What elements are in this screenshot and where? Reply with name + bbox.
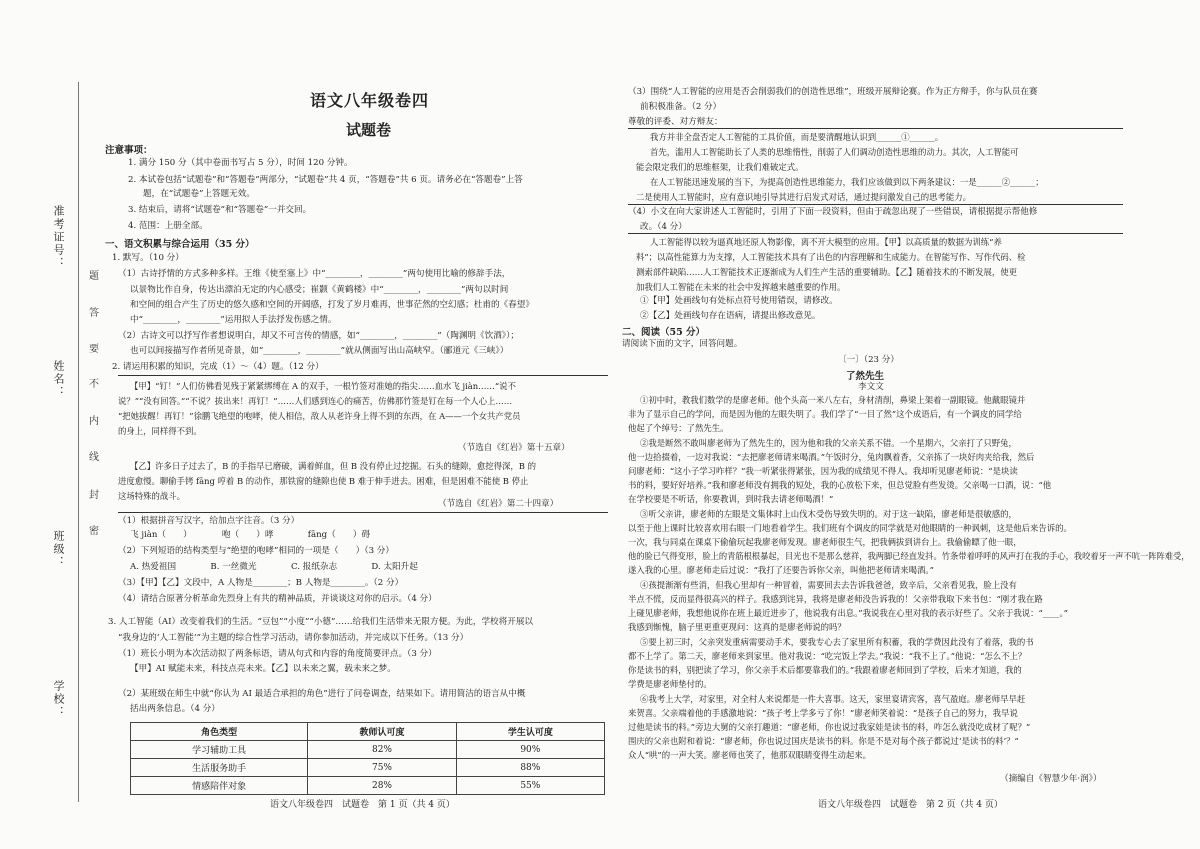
reading-number: 〔一〕（23 分） — [838, 355, 899, 365]
table-header: 学生认可度 — [456, 723, 604, 741]
section-heading: 一、语文积累与综合运用（35 分） — [105, 239, 255, 250]
reading-line: ⑥我考上大学，对家里，对全村人来说都是一件大喜事。这天，家里宴请宾客，喜气盈庭。廖老师早早赶 — [640, 694, 1026, 704]
reading-line: 在学校要是不听话，你要教训，到时我去请老师喝酒！” — [628, 494, 834, 504]
exam-id-label: 准考证号： — [52, 205, 65, 270]
reading-line: ③听父亲讲，廖老师的左眼是文集体时上山伐木受伤导致失明的。对于这一缺陷，廖老师是很敏感的， — [640, 509, 1017, 519]
table-row — [131, 759, 605, 777]
passage-line: 说？”“没有回答。”“不说？拔出来！再钉！”……人们感到连心的痛苦，仿佛那竹签是钉在每一个人心上…… — [118, 396, 513, 406]
table-cell: 学习辅助工具 — [131, 741, 308, 759]
reading-line: 他起了个绰号：了然先生。 — [628, 423, 729, 433]
note-line: 3. 结束后，请将“试题卷”和“答题卷”一并交回。 — [128, 205, 312, 215]
passage-line: 进度愈慢。聊偷手铐 fāng 哼着 B 的动作，那铁窗的缝隙也使 B 难于伸手进去。困难，但是困难不能使 B 停止 — [118, 476, 529, 486]
question-line: 括出两条信息。（4 分） — [130, 704, 220, 714]
reading-line: 遂入我的心里。廖老师走后过说：“我打了还要告诉你父亲，叫他把老师请来喝酒。” — [628, 565, 934, 575]
question-line: A. 热爱祖国 B. 一丝微光 C. 报纸杂志 D. 太阳升起 — [130, 562, 418, 572]
table-cell: 75% — [308, 759, 456, 777]
question-line: 飞 jiàn（ ） 咆（ ）哮 fāng（ ）碍 — [130, 530, 371, 540]
question-line: （2）古诗文可以抒写作者想说明白，却又不可言传的情感，如“________，________”（陶渊明《饮酒》）； — [118, 331, 519, 341]
reading-line: ②我是断然不敢叫廖老师为了然先生的，因为他和我的父亲关系不错。一个星期六，父亲打了只野兔， — [640, 438, 1017, 448]
reading-line: 书的料，要好好培养。”我和廖老师没有拥我的短处，我的心放松下来，但总觉脸有些发烫。父亲喝一口酒，说：“他 — [628, 480, 1052, 490]
fold-char: 题 — [89, 271, 99, 282]
question-line: 和空间的组合产生了历史的悠久感和空间的开阔感，打发了岁月难再，世事茫然的空幻感；杜甫的《春望》 — [130, 300, 534, 310]
question-line: 也可以间接描写作者所见奇景，如“________，________”就从侧面写出山高峡窄。（郦道元《三峡》） — [130, 346, 509, 356]
question-line: ②【乙】处画线句存在语病，请提出修改意见。 — [640, 311, 821, 321]
notes-heading: 注意事项： — [105, 145, 153, 156]
reading-line: 上碰见廖老师，我想他说你在班上最近进步了，他说我有出息。”我说我在心里对我的表示好些了。父亲于我说：“____。” — [628, 608, 1068, 618]
table-cell: 90% — [456, 741, 604, 759]
passage-source: （节选自《红岩》第十五章） — [458, 443, 570, 453]
material-line: 加我们人工智能在未来的社会中发挥越来越重要的作用。 — [636, 282, 846, 292]
reading-line: 你是读书的料，别把读了学习，你父亲手术后都要靠我们的。”我跟着廖老师回到了学校，后来才知道，我的 — [628, 665, 1022, 675]
passage-line: “把她拔醒！再钉！”徐鹏飞绝望的咆哮，使人相信，敌人从老许身上得不到的东西，在 A——一个女共产党员 — [118, 411, 521, 421]
debate-line: 二是使用人工智能时，应有意识地引导其进行启发式对话，通过提问激发自己的思考能力。 — [636, 192, 971, 202]
reading-line: 他的脸已气得变形，脸上的青筋根根暴起，目光也不是那么慈祥，我两脚已经直发抖。竹条带着呼呼的风声打在我的手心，我咬着牙一声不吭一阵阵难受， — [628, 551, 1190, 561]
debate-rule — [628, 128, 1123, 129]
question-line: （1）班长小明为本次活动拟了两条标语，请从句式和内容的角度简要评点。（3 分） — [118, 649, 437, 659]
survey-table — [130, 722, 605, 795]
fold-char: 线 — [89, 452, 99, 463]
reading-line: 他一边拾掇着，一边对我说：“去把廖老师请来喝酒。”午饭时分，兔肉飘着香，父亲拣了一块好肉夹给我，然后 — [628, 452, 1035, 462]
question-line: （3）围绕“人工智能的应用是否会削弱我们的创造性思维”，班级开展辩论赛。作为正方辩手，你与队员在赛 — [628, 87, 1038, 97]
fold-char: 不 — [89, 379, 99, 390]
question-line: （1）根据拼音写汉字，给加点字注音。（3 分） — [118, 516, 300, 526]
table-cell: 情感陪伴对象 — [131, 777, 308, 795]
fold-char: 内 — [89, 416, 99, 427]
reading-line: 学费是廖老师垫付的。 — [628, 679, 712, 689]
binding-fold-line — [78, 82, 79, 802]
passage-line: 【甲】“钉！”人们仿佛看见残于紧紧绑缚在 A 的双手，一根竹签对准她的指尖……血水飞 jiàn……“说不 — [130, 381, 516, 391]
note-line: 题，在“试题卷”上答题无效。 — [143, 189, 255, 199]
reading-line: 一次，我与同桌在课桌下偷偷玩起我廖老师发现。廖老师很生气，把我俩拔到讲台上。我偷偷瞟了他一眼， — [628, 537, 1022, 547]
fold-char: 答 — [89, 308, 99, 319]
question-line: ①【甲】处画线句有处标点符号使用错误，请修改。 — [640, 296, 838, 306]
table-header-row — [131, 723, 605, 741]
question-line: （1）古诗抒情的方式多种多样。王维《使至塞上》中“________，________”两句使用比喻的修辞手法， — [118, 269, 511, 279]
table-cell: 88% — [456, 759, 604, 777]
class-label: 班级： — [52, 530, 65, 569]
section-heading: 二、阅读（55 分） — [622, 327, 706, 338]
question-line: （2）某班级在师生中就“你认为 AI 最适合承担的角色”进行了问卷调查，结果如下。请用简洁的语言从中概 — [118, 689, 526, 699]
reading-line: 来贺喜。父亲端着他的手感激地说：“孩子考上学多亏了你！”廖老师笑着说：“是孩子自己的努力，我早说 — [628, 708, 1018, 718]
passage-line: 的身上，同样得不到。 — [118, 426, 202, 436]
question-line: 【甲】AI 赋能未来，科技点亮未来。【乙】以未来之翼，载未来之梦。 — [130, 664, 396, 674]
exam-subtitle: 试题卷 — [346, 121, 392, 139]
material-rule — [628, 233, 1123, 234]
material-line: 料”；以高性能算力为支撑，人工智能技术具有了出色的内容理解和生成能力。在智能写作、写作代码、检 — [636, 252, 1026, 262]
reading-line: ①初中时，教我们数学的是廖老师。他个头高一米八左右，身材清削，鼻梁上架着一副眼镜。他戴眼镜并 — [640, 395, 1026, 405]
material-line: 测索部件缺陷……人工智能技术正逐渐成为人们生产生活的重要辅助。【乙】随着技术的不断发展，使更 — [636, 267, 1018, 277]
passage-line: 这场特殊的战斗。 — [118, 491, 185, 501]
question-line: 以景物比作自身，传达出漂泊无定的内心感受；崔颢《黄鹤楼》中“________，________”两句以时间 — [130, 285, 509, 295]
passage-rule — [118, 375, 608, 376]
question-line: （3）【甲】【乙】文段中，A 人物是________；B 人物是________。（2 分） — [118, 578, 404, 588]
reading-line: 众人“哄”的一声大笑。廖老师也笑了，他那双眼睛变得生动起来。 — [628, 750, 872, 760]
table-cell: 55% — [456, 777, 604, 795]
reading-line: 半点不慌，反而显得很高兴的样子。我感到诧异，我将是廖老师没告诉我的！父亲带我取下来书包：“刚才我在路 — [628, 594, 1043, 604]
reading-line: 问廖老师：“这小子学习咋样？”我一听紧张得紧张，因为我的成绩见不得人。我却听见廖老师说：“是块读 — [628, 466, 1018, 476]
question-line: 尊敬的评委、对方辩友： — [628, 117, 723, 127]
debate-line: 在人工智能迅速发展的当下，为提高创造性思维能力，我们应该做到以下两条建议：一是______②______； — [650, 177, 1044, 187]
reading-line: 以至于他上课时比较喜欢用右眼一门地看着学生。我们班有个调皮的同学就是对他眼睛的一种讽刺，这是他后来告诉的。 — [628, 523, 1072, 533]
reading-instruction: 请阅读下面的文字，回答问题。 — [622, 339, 743, 349]
name-label: 姓名： — [52, 360, 65, 399]
table-cell: 生活服务助手 — [131, 759, 308, 777]
table-cell: 82% — [308, 741, 456, 759]
note-line: 4. 范围：上册全部。 — [128, 221, 208, 231]
reading-source: （摘编自《智慧少年·润》） — [1000, 774, 1102, 784]
question-line: （2）下列短语的结构类型与“绝望的咆哮”相同的一项是（ ）（3 分） — [118, 546, 394, 556]
question-line: 中“________，________”运用拟人手法抒发伤感之情。 — [130, 315, 337, 325]
fold-char: 密 — [89, 526, 99, 537]
question-line: 前积极准备。（2 分） — [640, 102, 722, 112]
school-label: 学校： — [52, 680, 65, 719]
table-row — [131, 741, 605, 759]
table-header: 教师认可度 — [308, 723, 456, 741]
debate-line: 首先，滥用人工智能助长了人类的思维惰性，削弱了人们调动创造性思维的动力。其次，人工智能可 — [650, 147, 1019, 157]
reading-line: 围庆的父亲也附和着说：“廖老师，你也说过国庆是读书的料。你是不是对每个孩子都说过‘是读书的料’？” — [628, 736, 1019, 746]
table-row — [131, 777, 605, 795]
reading-title: 了然先生 — [846, 371, 885, 382]
fold-char: 封 — [89, 490, 99, 501]
question-line: （4）小文在向大家讲述人工智能时，引用了下面一段资料，但由于疏忽出现了一些错误，请根据提示帮他修 — [628, 207, 1038, 217]
question-line: 改。（4 分） — [640, 222, 687, 232]
reading-line: ⑤要上初三时，父亲突发重病需要动手术，要我专心去了家里所有积蓄，我的学费因此没有了着落，我的书 — [640, 637, 1034, 647]
reading-author: 李文文 — [858, 382, 884, 392]
question-heading: 1. 默写。（10 分） — [112, 253, 184, 263]
reading-line: ④孩提渐渐有些消，但我心里却有一种冒着，需要回去去告诉我爸爸，致辛后，父亲看见我，脸上没有 — [640, 580, 1017, 590]
question-heading: 2. 请运用积累的知识，完成（1）～（4）题。（12 分） — [112, 362, 324, 372]
reading-line: 我感到惭愧，脑子里更重更现问：这真的是廖老师说的吗？ — [628, 622, 846, 632]
passage-source: （节选自《红岩》第二十四章） — [438, 499, 559, 509]
question-heading: 3. 人工智能（AI）改变着我们的生活。“豆包”“小度”“小德”……给我们生活带来无限方便。为此，学校将开展以 — [108, 617, 534, 627]
reading-line: 过他是读书的料。”旁边大舅的父亲打趣道：“廖老师，你也说过我家娃是读书的料，咋怎么就没吃成材了呢？” — [628, 722, 1031, 732]
table-cell: 28% — [308, 777, 456, 795]
debate-line: 能会限定我们的思维框架，让我们难破定式。 — [636, 162, 804, 172]
passage-line: 【乙】许多日子过去了，B 的手指早已磨破，满着鲜血，但 B 没有停止过挖掘。石头的缝隙，愈挖得深，B 的 — [130, 461, 536, 471]
question-line: （4）请结合原著分析革命先烈身上有共的精神品质，并谈谈这对你的启示。（4 分） — [118, 594, 437, 604]
passage-rule — [118, 512, 608, 513]
exam-title: 语文八年级卷四 — [310, 91, 430, 110]
debate-line: 我方并非全盘否定人工智能的工具价值，而是要清醒地认识到______①______。 — [650, 132, 944, 142]
fold-char: 要 — [89, 344, 99, 355]
reading-line: 非为了显示自己的学问，而是因为他的左眼失明了。我们学了“一目了然”这个成语后，有一个调皮的同学给 — [628, 409, 1022, 419]
page-footer: 语文八年级卷四 试题卷 第 2 页（共 4 页） — [818, 800, 1003, 810]
note-line: 1. 满分 150 分（其中卷面书写占 5 分），时间 120 分钟。 — [128, 158, 353, 168]
reading-line: 都不上学了。第二天，廖老师来到家里。他对我说：“吃完饭上学去。”我说：“我不上了。”他说：“怎么不上？ — [628, 651, 1027, 661]
material-line: 人工智能得以较为逼真地还原人物影像，离不开大模型的应用。【甲】以高质量的数据为训练“养 — [650, 237, 1002, 247]
debate-rule — [628, 204, 1123, 205]
note-line: 2. 本试卷包括“试题卷”和“答题卷”两部分，“试题卷”共 4 页，“答题卷”共 6 页。请务必在“答题卷”上答 — [128, 175, 523, 185]
page-footer: 语文八年级卷四 试题卷 第 1 页（共 4 页） — [270, 800, 455, 810]
table-header: 角色类型 — [131, 723, 308, 741]
question-line: “我身边的‘人工智能’”为主题的综合性学习活动，请你参加活动，并完成以下任务。（13 分） — [118, 633, 469, 643]
